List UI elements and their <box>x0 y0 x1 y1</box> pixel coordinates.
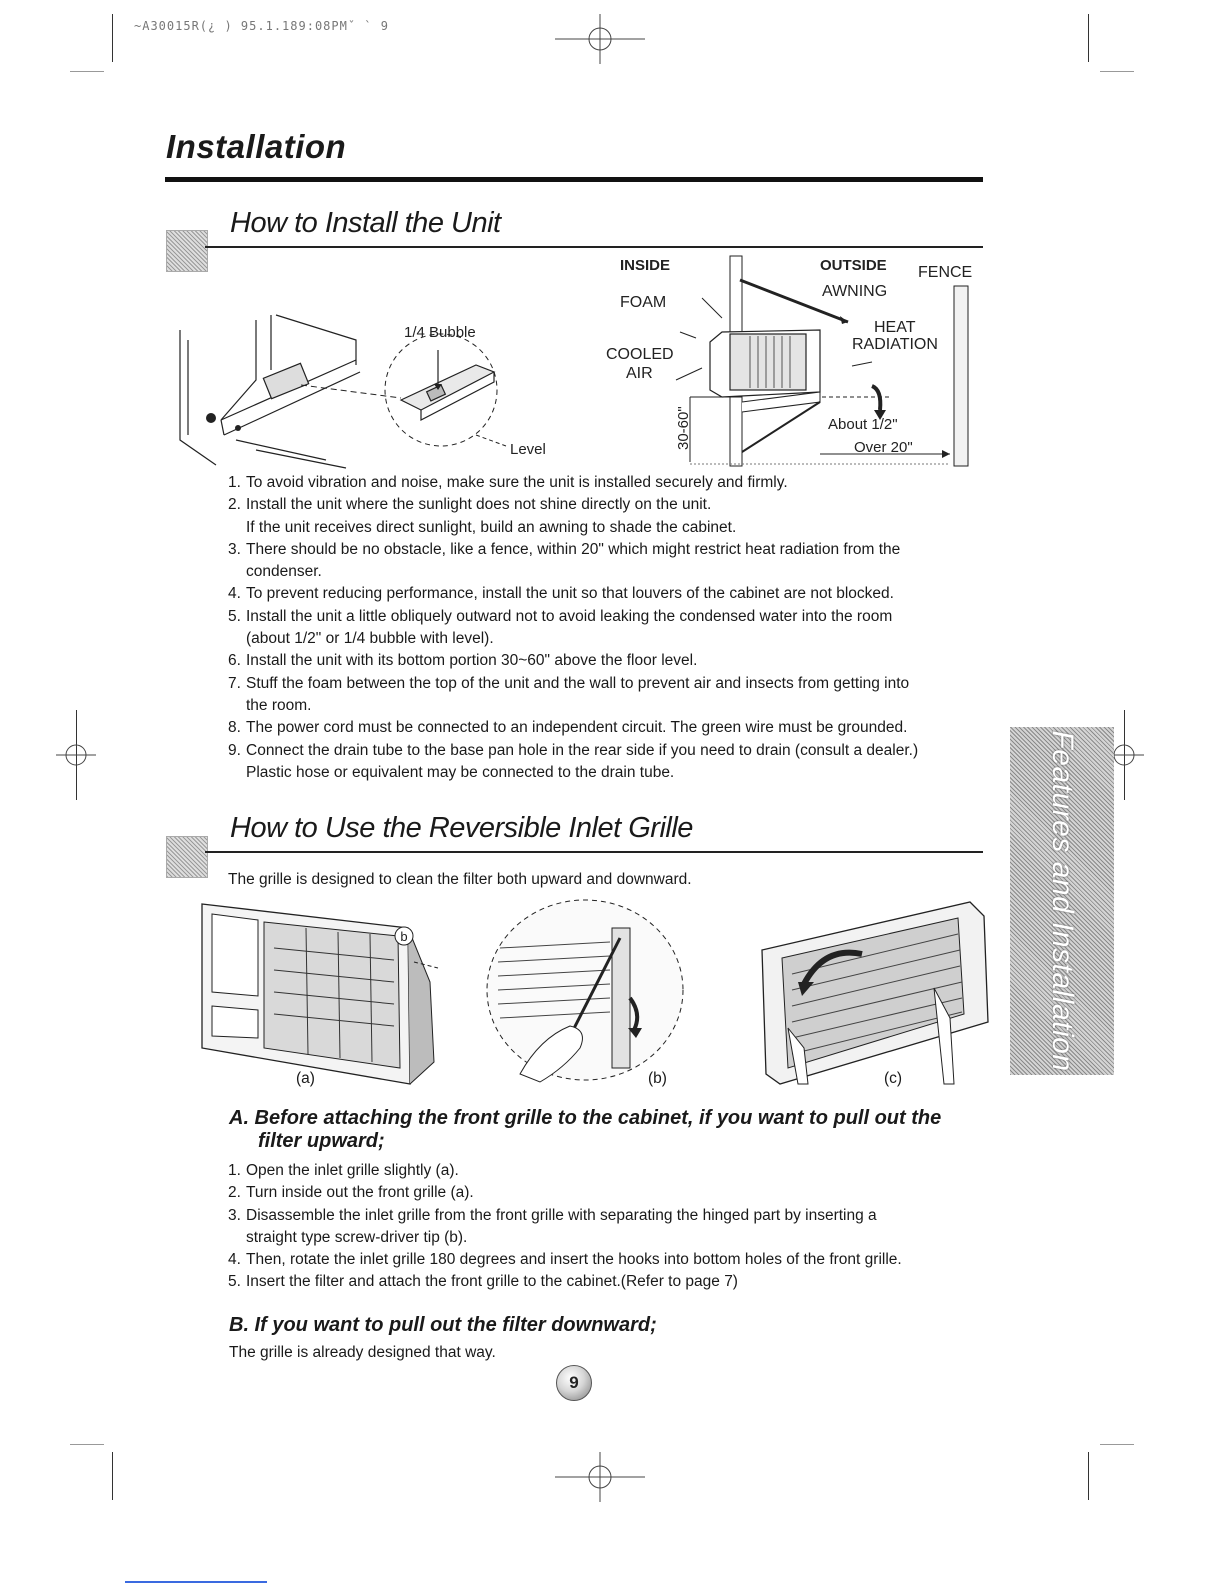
list-item <box>228 650 988 672</box>
section-title-grille: How to Use the Reversible Inlet Grille <box>230 812 693 844</box>
heading-a-line2: filter upward; <box>258 1130 385 1152</box>
inside-label: INSIDE <box>620 257 671 274</box>
list-item <box>228 583 988 605</box>
crop-mark <box>1088 1452 1089 1500</box>
list-item-number: 7. <box>228 674 241 692</box>
list-item <box>228 1182 988 1204</box>
bottom-underline <box>125 1581 267 1583</box>
installation-diagram <box>590 252 990 472</box>
list-item <box>228 717 988 739</box>
list-item <box>228 740 988 785</box>
figure-c-label: (c) <box>884 1070 903 1087</box>
heading-a-line1: A. Before attaching the front grille to the cabinet, if you want to pull out the <box>229 1107 942 1129</box>
list-item-number: 4. <box>228 585 241 603</box>
list-item-number: 4. <box>228 1251 241 1269</box>
height-label: 30-60" <box>675 406 692 450</box>
list-item-text: There should be no obstacle, like a fence, within 20" which might restrict heat radiation from the <box>246 540 901 558</box>
list-item-text: Turn inside out the front grille (a). <box>246 1184 474 1202</box>
list-item <box>228 673 988 718</box>
section-marker-icon <box>166 836 208 878</box>
registration-mark-bottom-icon <box>555 1452 645 1502</box>
list-item-number: 9. <box>228 741 241 759</box>
side-tab-label: Features and Installation <box>1046 730 1079 1072</box>
figure-a-label: (a) <box>296 1070 315 1087</box>
list-item-text: If the unit receives direct sunlight, build an awning to shade the cabinet. <box>246 518 737 536</box>
list-item-text: Then, rotate the inlet grille 180 degrees and insert the hooks into bottom holes of the front grille. <box>246 1251 902 1269</box>
page-title: Installation <box>166 128 347 165</box>
registration-mark-top-icon <box>555 14 645 64</box>
page-number-badge <box>556 1365 592 1401</box>
crop-mark <box>112 14 113 62</box>
list-item-number: 1. <box>228 1162 241 1179</box>
section-divider <box>205 851 983 853</box>
outside-label: OUTSIDE <box>820 257 887 274</box>
cooled-label: COOLED <box>606 346 674 363</box>
awning-label: AWNING <box>822 283 888 300</box>
list-item-text: Insert the filter and attach the front grille to the cabinet.(Refer to page 7) <box>246 1273 738 1291</box>
list-item-text: the room. <box>246 696 312 714</box>
list-item-text: To prevent reducing performance, install the unit so that louvers of the cabinet are not blocked. <box>246 585 894 603</box>
list-item-text: straight type screw-driver tip (b). <box>246 1228 468 1246</box>
title-divider <box>165 177 983 182</box>
hinge-marker-label: b <box>400 929 408 944</box>
foam-label: FOAM <box>620 294 667 311</box>
list-item-text: Stuff the foam between the top of the unit and the wall to prevent air and insects from getting into <box>246 674 910 692</box>
heading-b: B. If you want to pull out the filter downward; <box>229 1314 657 1336</box>
section-divider <box>205 246 983 248</box>
list-item <box>228 1249 988 1271</box>
grille-steps-list <box>228 1160 988 1294</box>
list-item-number: 3. <box>228 1206 241 1224</box>
list-item-number: 5. <box>228 607 241 625</box>
list-item-number: 2. <box>228 1184 241 1202</box>
list-item-text: Install the unit a little obliquely outward not to avoid leaking the condensed water into the room <box>246 607 893 625</box>
level-label: Level <box>510 441 546 458</box>
figure-b-label: (b) <box>648 1070 667 1087</box>
crop-mark <box>1088 14 1089 62</box>
grille-intro: The grille is designed to clean the filter both upward and downward. <box>228 871 692 888</box>
install-steps-list <box>228 472 988 784</box>
list-item-number: 6. <box>228 652 241 670</box>
list-item <box>228 606 988 651</box>
list-item-text: condenser. <box>246 563 322 581</box>
crop-mark <box>70 1444 104 1445</box>
list-item <box>228 1271 988 1293</box>
heading-a <box>229 1107 989 1153</box>
page-number: 9 <box>569 1373 579 1392</box>
figure-a-diagram <box>198 898 443 1090</box>
figure-b-diagram <box>480 898 690 1088</box>
list-item <box>228 472 988 494</box>
bubble-label: 1/4 Bubble <box>404 324 476 341</box>
list-item-text: The power cord must be connected to an independent circuit. The green wire must be grounded. <box>246 719 908 737</box>
list-item-number: 1. <box>228 474 241 491</box>
about-label: About 1/2" <box>828 416 898 433</box>
list-item-number: 3. <box>228 540 241 558</box>
side-tab <box>1010 727 1114 1075</box>
list-item <box>228 1205 988 1250</box>
list-item <box>228 539 988 584</box>
list-item <box>228 1160 988 1182</box>
registration-mark-left-icon <box>56 735 96 775</box>
heading-b-text: The grille is already designed that way. <box>229 1344 496 1361</box>
over-label: Over 20" <box>854 439 913 456</box>
air-label: AIR <box>626 365 653 382</box>
section-marker-icon <box>166 230 208 272</box>
list-item <box>228 494 988 539</box>
radiation-label: RADIATION <box>852 336 938 353</box>
crop-mark <box>112 1452 113 1500</box>
list-item-text: Install the unit where the sunlight does not shine directly on the unit. <box>246 496 712 514</box>
list-item-text: To avoid vibration and noise, make sure the unit is installed securely and firmly. <box>246 474 788 491</box>
level-diagram <box>176 310 566 475</box>
figure-c-diagram <box>758 898 996 1088</box>
print-header: ~A30015R(¿ ) 95.1.189:08PMˇ ` 9 <box>134 19 389 33</box>
heat-label: HEAT <box>874 319 916 336</box>
list-item-text: Disassemble the inlet grille from the front grille with separating the hinged part by inserting a <box>246 1206 877 1224</box>
section-title-install: How to Install the Unit <box>230 207 501 239</box>
list-item-text: Open the inlet grille slightly (a). <box>246 1162 459 1179</box>
crop-mark <box>1100 71 1134 72</box>
crop-mark <box>70 71 104 72</box>
list-item-number: 2. <box>228 496 241 514</box>
list-item-text: Install the unit with its bottom portion 30~60" above the floor level. <box>246 652 698 670</box>
list-item-text: Plastic hose or equivalent may be connected to the drain tube. <box>246 763 675 781</box>
list-item-text: Connect the drain tube to the base pan hole in the rear side if you need to drain (consult a dealer.) <box>246 741 919 759</box>
list-item-number: 5. <box>228 1273 241 1291</box>
list-item-text: (about 1/2" or 1/4 bubble with level). <box>246 630 494 648</box>
list-item-number: 8. <box>228 719 241 737</box>
fence-label: FENCE <box>918 264 973 281</box>
crop-mark <box>1100 1444 1134 1445</box>
